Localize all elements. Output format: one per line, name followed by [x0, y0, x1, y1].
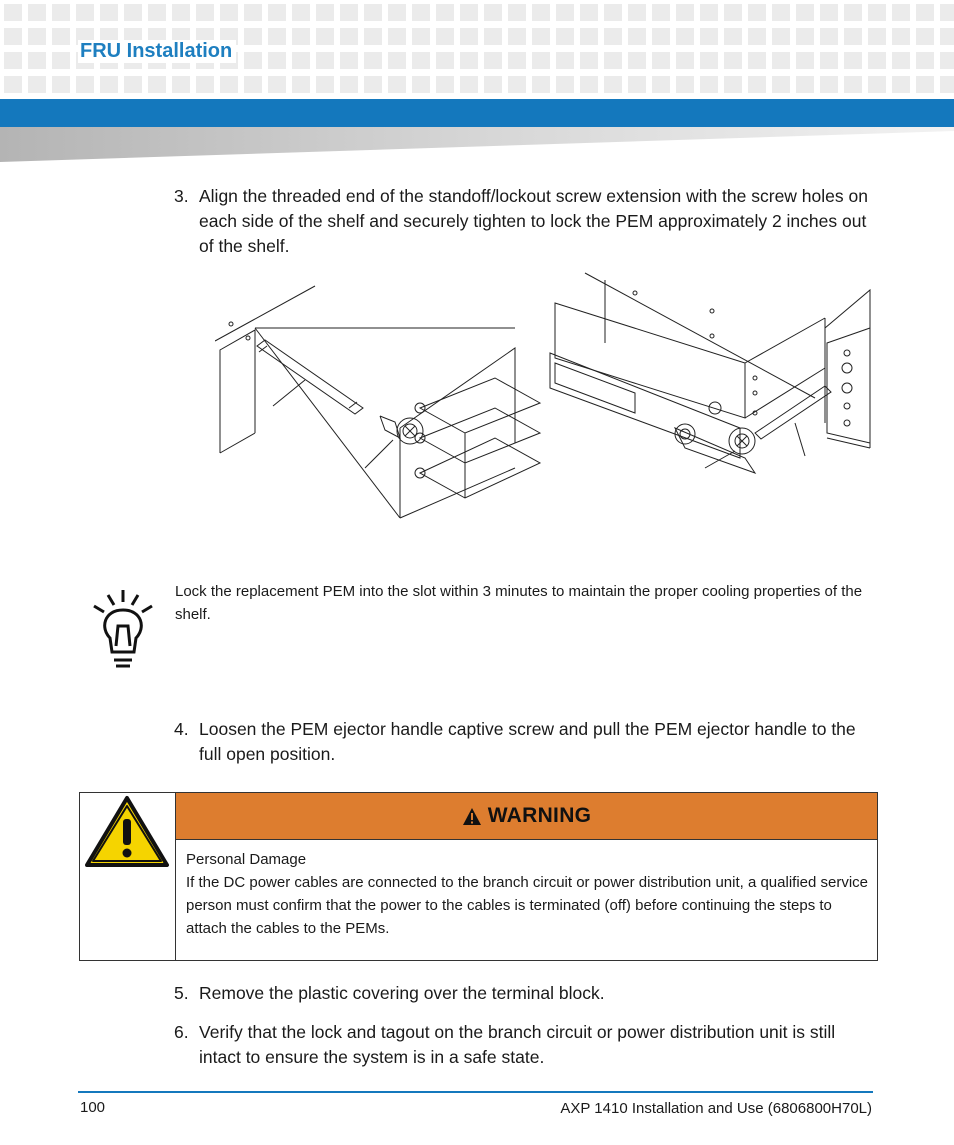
step-number: 6. [174, 1022, 189, 1042]
header-blue-bar [0, 99, 954, 127]
step-3 [174, 184, 874, 259]
section-title: FRU Installation [78, 40, 236, 63]
page-number: 100 [80, 1099, 106, 1116]
step-text: Loosen the PEM ejector handle captive screw and pull the PEM ejector handle to the full open position. [199, 719, 856, 764]
warning-body [186, 848, 871, 940]
warning-text: If the DC power cables are connected to the branch circuit or power distribution unit, a qualified service person must confirm that the power to the cables is terminated (off) before continuing the steps to attach the cables to the PEMs. [186, 874, 869, 937]
step-text: Align the threaded end of the standoff/lockout screw extension with the screw holes on each side of the shelf and securely tighten to lock the PEM approximately 2 inches out of the shelf. [199, 186, 868, 256]
document-title: AXP 1410 Installation and Use (6806800H70L) [560, 1100, 872, 1117]
footer-rule [78, 1091, 873, 1093]
lightbulb-icon [90, 588, 156, 670]
step-5 [174, 981, 874, 1006]
step-number: 5. [174, 983, 189, 1003]
step-number: 3. [174, 186, 189, 206]
right-pem-drawing [550, 273, 870, 473]
warning-box [79, 792, 878, 961]
step-4 [174, 717, 874, 767]
step-6 [174, 1020, 874, 1070]
warning-triangle-icon [84, 795, 170, 869]
step-number: 4. [174, 719, 189, 739]
warning-label: WARNING [487, 804, 592, 827]
note-text: Lock the replacement PEM into the slot within 3 minutes to maintain the proper cooling properties of the shelf. [175, 583, 863, 623]
small-warning-icon [462, 807, 482, 826]
step-text: Remove the plastic covering over the terminal block. [199, 983, 605, 1003]
header-gray-wedge [0, 127, 954, 163]
warning-title: Personal Damage [186, 851, 307, 868]
pem-standoff-figure [215, 268, 875, 528]
warning-icon-cell [80, 793, 176, 960]
warning-header [176, 793, 877, 840]
left-shelf-drawing [215, 286, 540, 518]
step-text: Verify that the lock and tagout on the branch circuit or power distribution unit is still intact to ensure the system is in a safe state. [199, 1022, 836, 1067]
